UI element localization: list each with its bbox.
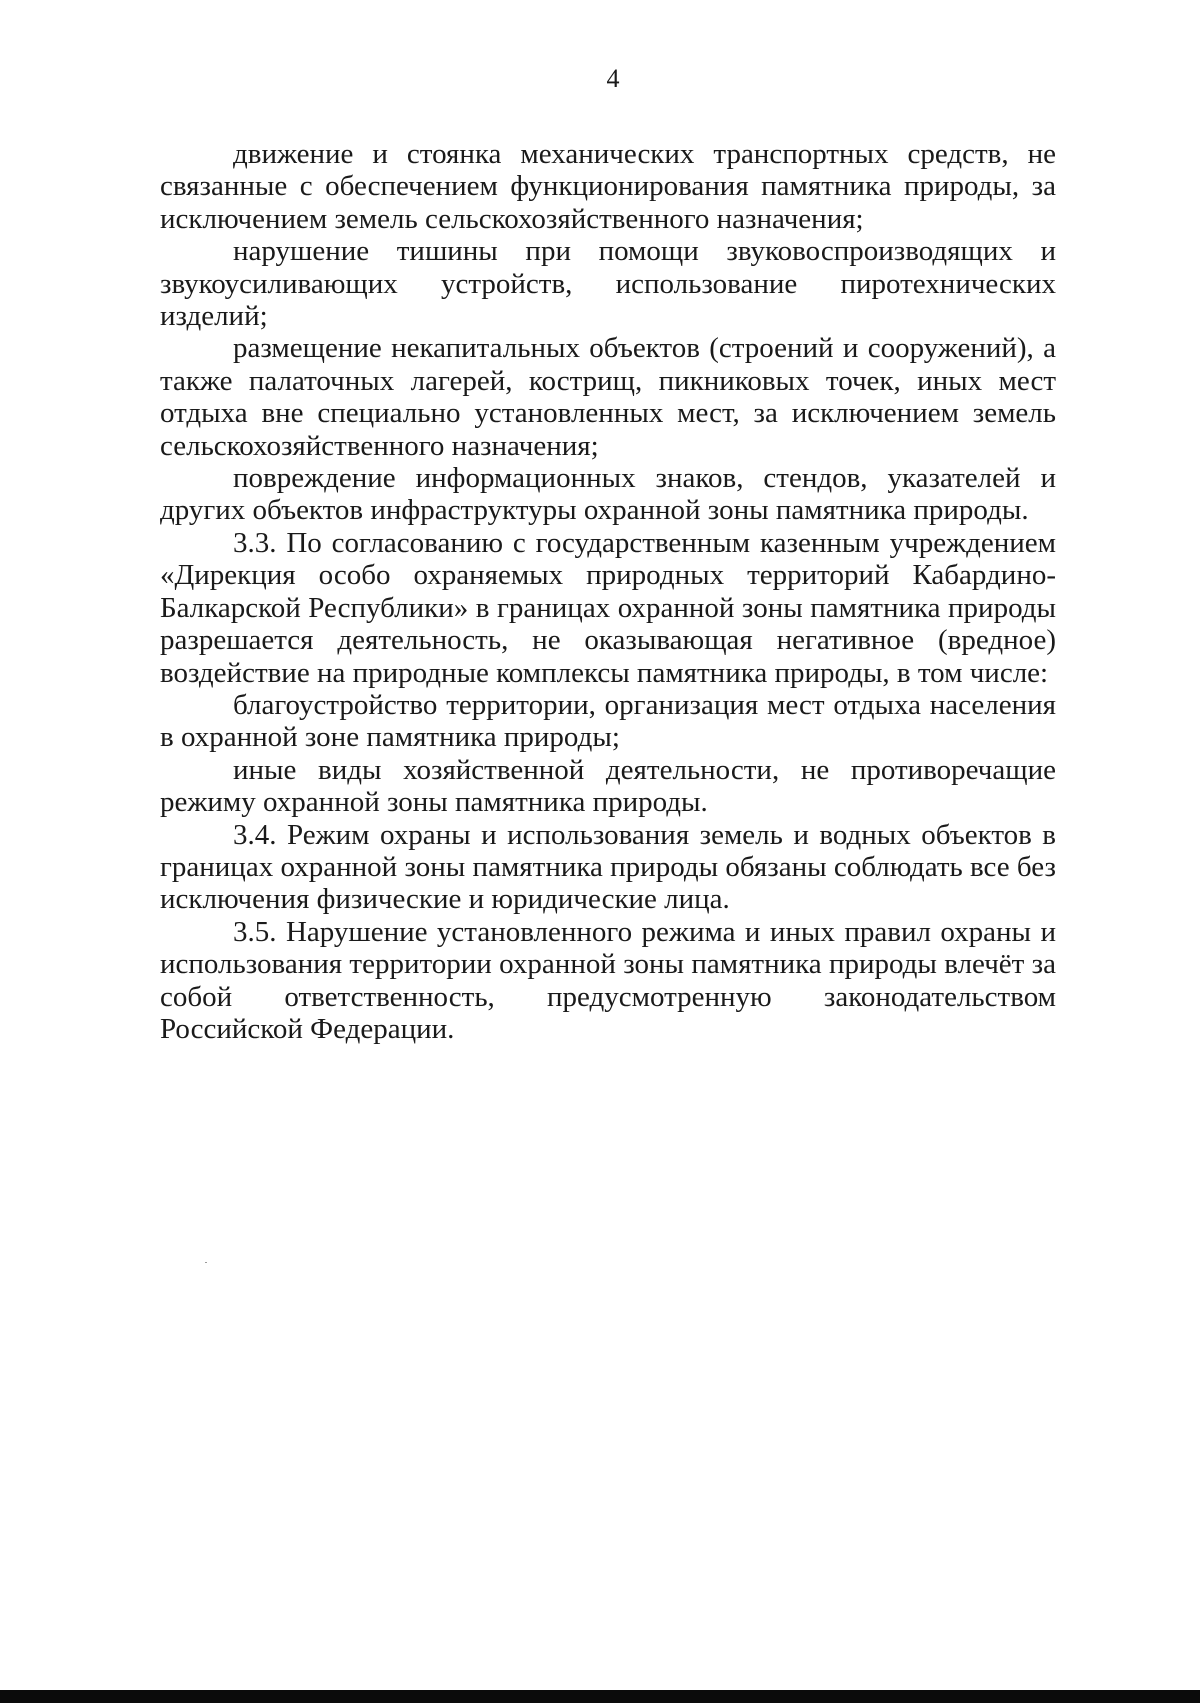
scan-speck [205, 1262, 207, 1263]
paragraph-allowed-other-activities: иные виды хозяйственной деятельности, не противоречащие режиму охранной зоны памятника природы. [160, 753, 1056, 819]
paragraph-prohibition-noise: нарушение тишины при помощи звуковоспроизводящих и звукоусиливающих устройств, использование пиротехнических изделий; [160, 235, 1056, 333]
paragraph-prohibition-structures: размещение некапитальных объектов (строений и сооружений), а также палаточных лагерей, кострищ, пикниковых точек, иных мест отдыха вне специально установленных мест, за исключением земель сельскохозяйственного назначения; [160, 332, 1056, 462]
page-number: 4 [606, 64, 620, 93]
paragraph-prohibition-damage: повреждение информационных знаков, стендов, указателей и других объектов инфраструктуры охранной зоны памятника природы. [160, 462, 1056, 527]
paragraph-allowed-improvement: благоустройство территории, организация мест отдыха населения в охранной зоне памятника природы; [160, 688, 1056, 754]
document-body [160, 138, 1056, 1045]
paragraph-section-3-4: 3.4. Режим охраны и использования земель и водных объектов в границах охранной зоны памятника природы обязаны соблюдать все без исключения физические и юридические лица. [160, 818, 1056, 916]
paragraph-section-3-3: 3.3. По согласованию с государственным казенным учреждением «Дирекция особо охраняемых природных территорий Кабардино-Балкарской Республики» в границах охранной зоны памятника природы разрешается деятельность, не оказывающая негативное (вредное) воздействие на природные комплексы памятника природы, в том числе: [160, 526, 1056, 689]
scan-bottom-edge [0, 1690, 1200, 1703]
paragraph-prohibition-vehicles: движение и стоянка механических транспортных средств, не связанные с обеспечением функционирования памятника природы, за исключением земель сельскохозяйственного назначения; [160, 138, 1056, 235]
paragraph-section-3-5: 3.5. Нарушение установленного режима и иных правил охраны и использования территории охранной зоны памятника природы влечёт за собой ответственность, предусмотренную законодательством Российской Федерации. [160, 915, 1056, 1045]
